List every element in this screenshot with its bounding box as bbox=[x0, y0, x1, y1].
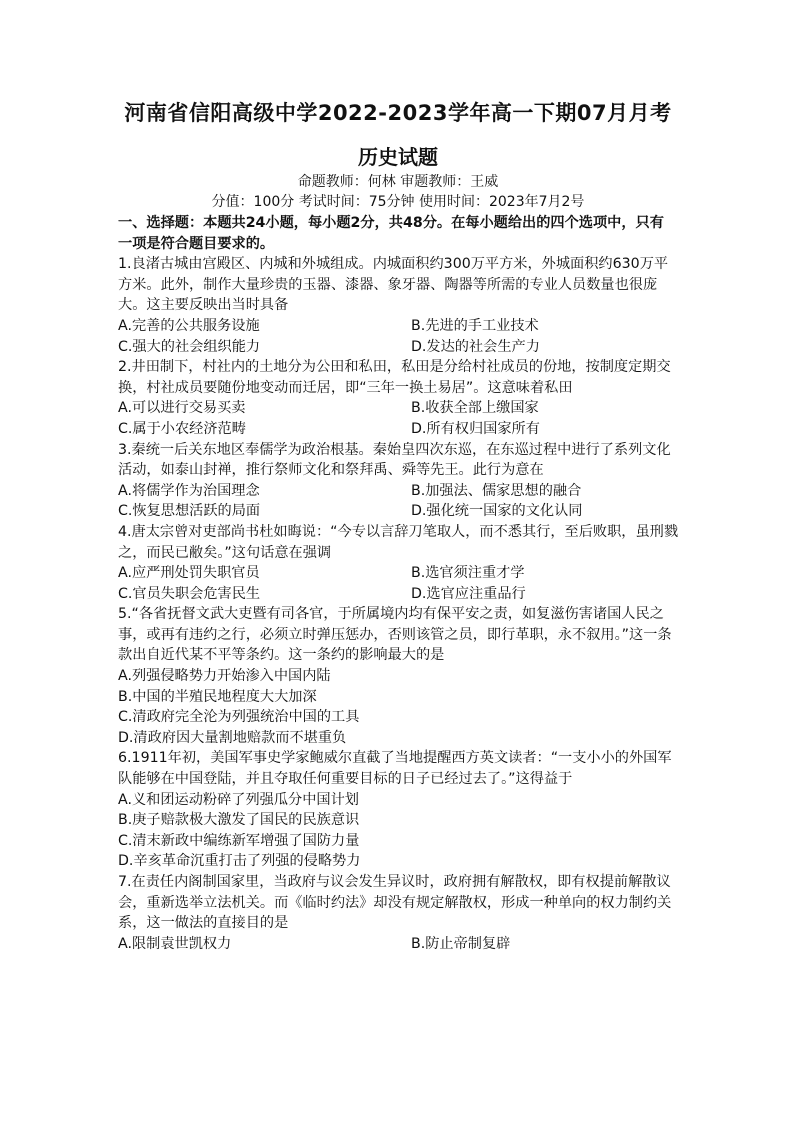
options bbox=[118, 563, 678, 604]
option-a[interactable]: A.应严刑处罚失职官员 bbox=[118, 565, 260, 582]
teachers-line: 命题教师：何林 审题教师：王威 bbox=[297, 174, 499, 190]
exam-info-line: 分值：100分 考试时间：75分钟 使用时间：2023年7月2号 bbox=[211, 194, 585, 210]
option-a[interactable]: A.义和团运动粉碎了列强瓜分中国计划 bbox=[118, 791, 359, 808]
option-c[interactable]: C.官员失职会危害民生 bbox=[118, 585, 261, 602]
option-d[interactable]: D.所有权归国家所有 bbox=[411, 420, 540, 437]
options bbox=[118, 481, 678, 522]
option-b[interactable]: B.防止帝制复辟 bbox=[411, 935, 511, 952]
option-d[interactable]: D.强化统一国家的文化认同 bbox=[411, 503, 583, 520]
option-b[interactable]: B.庚子赔款极大激发了国民的民族意识 bbox=[118, 812, 360, 829]
section-heading: 一、选择题：本题共24小题，每小题2分，共48分。在每小题给出的四个选项中，只有一项是符合题目要求的。 bbox=[118, 215, 664, 252]
options bbox=[118, 666, 678, 748]
options bbox=[118, 790, 678, 872]
option-a[interactable]: A.限制袁世凯权力 bbox=[118, 935, 232, 952]
option-c[interactable]: C.强大的社会组织能力 bbox=[118, 338, 261, 355]
options bbox=[118, 316, 678, 357]
exam-page bbox=[118, 98, 678, 954]
question-stem: 5.“各省抚督文武大吏暨有司各官，于所属境内均有保平安之责，如复滋伤害诸国人民之事，或再有违约之行，必须立时弹压惩办，否则该管之员，即行革职，永不叙用。”这一条款出自近代某不平等条约。这一条约的影响最大的是 bbox=[118, 606, 672, 664]
question-stem: 7.在责任内阁制国家里，当政府与议会发生异议时，政府拥有解散权，即有权提前解散议会，重新选举立法机关。而《临时约法》却没有规定解散权，形成一种单向的权力制约关系，这一做法的直接目的是 bbox=[118, 874, 672, 932]
option-b[interactable]: B.中国的半殖民地程度大大加深 bbox=[118, 688, 317, 705]
option-b[interactable]: B.收获全部上缴国家 bbox=[411, 400, 539, 417]
question-stem: 4.唐太宗曾对吏部尚书杜如晦说：“今专以言辞刀笔取人，而不悉其行，至后败职，虽刑戮之，而民已敝矣。”这句话意在强调 bbox=[118, 523, 679, 561]
option-a[interactable]: A.完善的公共服务设施 bbox=[118, 317, 260, 334]
question-4 bbox=[118, 522, 678, 604]
option-d[interactable]: D.发达的社会生产力 bbox=[411, 338, 540, 355]
question-5 bbox=[118, 604, 678, 748]
option-b[interactable]: B.先进的手工业技术 bbox=[411, 317, 539, 334]
option-a[interactable]: A.可以进行交易买卖 bbox=[118, 400, 246, 417]
options bbox=[118, 398, 678, 439]
exam-subtitle: 历史试题 bbox=[358, 145, 438, 169]
question-stem: 3.秦统一后关东地区奉儒学为政治根基。秦始皇四次东巡，在东巡过程中进行了系列文化活动，如泰山封禅，推行祭师文化和祭拜禹、舜等先王。此行为意在 bbox=[118, 441, 671, 479]
option-d[interactable]: D.辛亥革命沉重打击了列强的侵略势力 bbox=[118, 853, 361, 870]
exam-title: 河南省信阳高级中学2022-2023学年高一下期07月月考 bbox=[124, 101, 672, 125]
option-c[interactable]: C.清末新政中编练新军增强了国防力量 bbox=[118, 832, 360, 849]
question-1 bbox=[118, 254, 678, 357]
option-d[interactable]: D.选官应注重品行 bbox=[411, 585, 526, 602]
options bbox=[118, 934, 678, 955]
option-c[interactable]: C.清政府完全沦为列强统治中国的工具 bbox=[118, 709, 360, 726]
option-c[interactable]: C.属于小农经济范畴 bbox=[118, 420, 246, 437]
question-6 bbox=[118, 748, 678, 872]
question-3 bbox=[118, 440, 678, 522]
option-a[interactable]: A.将儒学作为治国理念 bbox=[118, 482, 260, 499]
option-d[interactable]: D.清政府因大量割地赔款而不堪重负 bbox=[118, 729, 347, 746]
option-b[interactable]: B.加强法、儒家思想的融合 bbox=[411, 482, 582, 499]
option-b[interactable]: B.选官须注重才学 bbox=[411, 565, 525, 582]
question-stem: 6.1911年初，美国军事史学家鲍威尔直截了当地提醒西方英文读者：“一支小小的外国军队能够在中国登陆，并且夺取任何重要目标的日子已经过去了。”这得益于 bbox=[118, 750, 672, 788]
question-2 bbox=[118, 357, 678, 439]
question-stem: 2.井田制下，村社内的土地分为公田和私田，私田是分给村社成员的份地，按制度定期交换，村社成员要随份地变动而迁居，即“三年一换土易居”。这意味着私田 bbox=[118, 359, 671, 396]
option-a[interactable]: A.列强侵略势力开始渗入中国内陆 bbox=[118, 668, 331, 685]
question-stem: 1.良渚古城由宫殿区、内城和外城组成。内城面积约300万平方米，外城面积约630万平方米。此外，制作大量珍贵的玉器、漆器、象牙器、陶器等所需的专业人员数量也很庞大。这主要反映出当时具备 bbox=[118, 256, 669, 314]
question-7 bbox=[118, 872, 678, 954]
option-c[interactable]: C.恢复思想活跃的局面 bbox=[118, 503, 261, 520]
